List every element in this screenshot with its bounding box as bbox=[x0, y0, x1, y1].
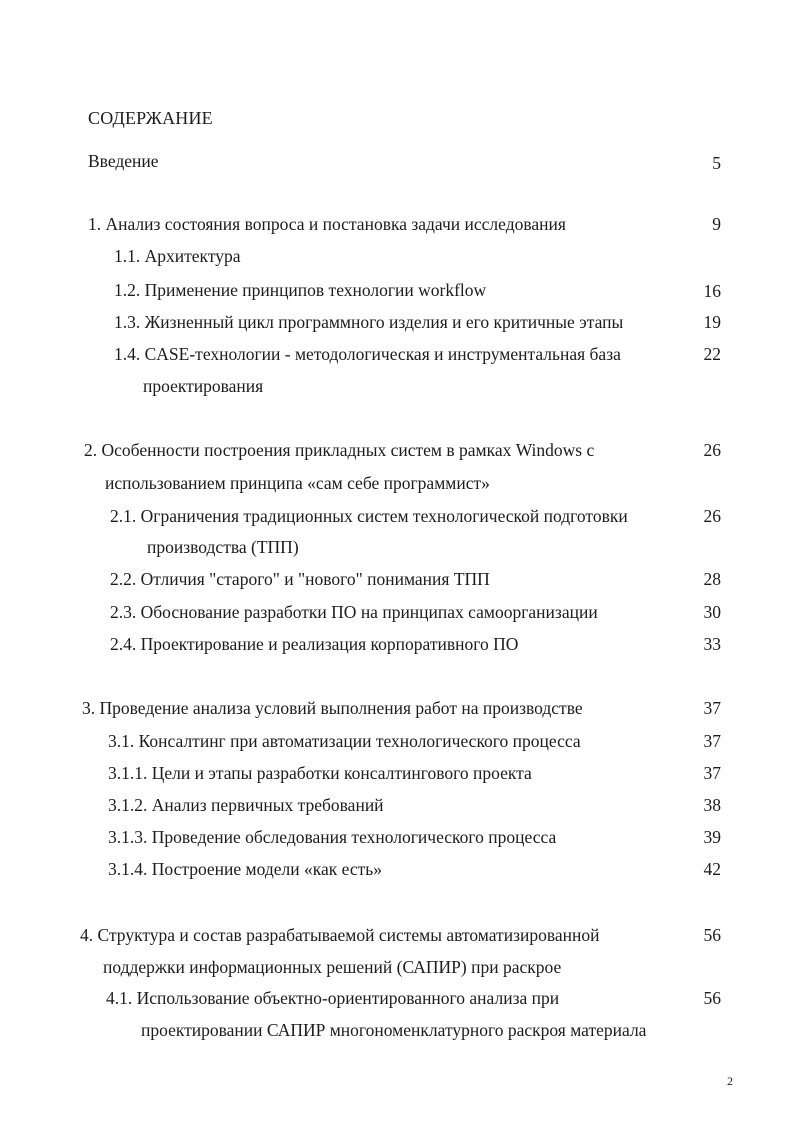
toc-entry-1-4-cont: проектирования bbox=[143, 376, 264, 396]
toc-entry-3-1-3: 3.1.3. Проведение обследования технологического процесса bbox=[108, 827, 557, 847]
toc-entry-2-cont: использованием принципа «сам себе программист» bbox=[105, 473, 490, 493]
toc-entry-2-4: 2.4. Проектирование и реализация корпоративного ПО bbox=[110, 634, 519, 654]
toc-entry-3-1-4: 3.1.4. Построение модели «как есть» bbox=[108, 859, 383, 879]
toc-page-intro: 5 bbox=[712, 153, 721, 173]
toc-entry-1-3: 1.3. Жизненный цикл программного изделия и его критичные этапы bbox=[114, 312, 624, 332]
toc-entry-4-1-cont: проектировании САПИР многономенклатурного раскроя материала bbox=[141, 1020, 647, 1040]
toc-entry-2: 2. Особенности построения прикладных систем в рамках Windows с bbox=[84, 440, 595, 460]
toc-page-1-4: 22 bbox=[703, 344, 721, 364]
toc-page-3-1-4: 42 bbox=[703, 859, 721, 879]
toc-entry-3-1: 3.1. Консалтинг при автоматизации технологического процесса bbox=[108, 731, 581, 751]
toc-entry-4-1: 4.1. Использование объектно-ориентированного анализа при bbox=[106, 988, 560, 1008]
page-number: 2 bbox=[727, 1074, 733, 1088]
toc-entry-2-1: 2.1. Ограничения традиционных систем технологической подготовки bbox=[110, 506, 628, 526]
toc-entry-1: 1. Анализ состояния вопроса и постановка задачи исследования bbox=[88, 214, 566, 234]
toc-entry-4: 4. Структура и состав разрабатываемой системы автоматизированной bbox=[80, 925, 600, 945]
toc-page-3-1-1: 37 bbox=[703, 763, 721, 783]
toc-page-1-3: 19 bbox=[703, 312, 721, 332]
toc-entry-intro: Введение bbox=[88, 151, 159, 171]
toc-page-3: 37 bbox=[703, 698, 721, 718]
toc-entry-2-1-cont: производства (ТПП) bbox=[147, 537, 299, 557]
toc-entry-3-1-1: 3.1.1. Цели и этапы разработки консалтингового проекта bbox=[108, 763, 532, 783]
toc-entry-2-3: 2.3. Обоснование разработки ПО на принципах самоорганизации bbox=[110, 602, 598, 622]
toc-page-4: 56 bbox=[703, 925, 721, 945]
toc-page-2-2: 28 bbox=[703, 569, 721, 589]
toc-page-2-1: 26 bbox=[703, 506, 721, 526]
toc-entry-3-1-2: 3.1.2. Анализ первичных требований bbox=[108, 795, 384, 815]
toc-page-3-1: 37 bbox=[703, 731, 721, 751]
toc-entry-2-2: 2.2. Отличия "старого" и "нового" понимания ТПП bbox=[110, 569, 490, 589]
toc-entry-4-cont: поддержки информационных решений (САПИР) при раскрое bbox=[103, 957, 562, 977]
toc-entry-1-1: 1.1. Архитектура bbox=[114, 246, 241, 266]
toc-page-3-1-3: 39 bbox=[703, 827, 721, 847]
toc-page-4-1: 56 bbox=[703, 988, 721, 1008]
toc-page-2-3: 30 bbox=[703, 602, 721, 622]
toc-entry-1-2: 1.2. Применение принципов технологии workflow bbox=[114, 280, 487, 300]
toc-page-1: 9 bbox=[712, 214, 721, 234]
toc-heading: СОДЕРЖАНИЕ bbox=[88, 108, 213, 128]
toc-page-2: 26 bbox=[703, 440, 721, 460]
toc-entry-3: 3. Проведение анализа условий выполнения работ на производстве bbox=[82, 698, 583, 718]
toc-entry-1-4: 1.4. CASE-технологии - методологическая и инструментальная база bbox=[114, 344, 621, 364]
toc-page-3-1-2: 38 bbox=[703, 795, 721, 815]
toc-page-2-4: 33 bbox=[703, 634, 721, 654]
toc-page-1-2: 16 bbox=[703, 281, 721, 301]
